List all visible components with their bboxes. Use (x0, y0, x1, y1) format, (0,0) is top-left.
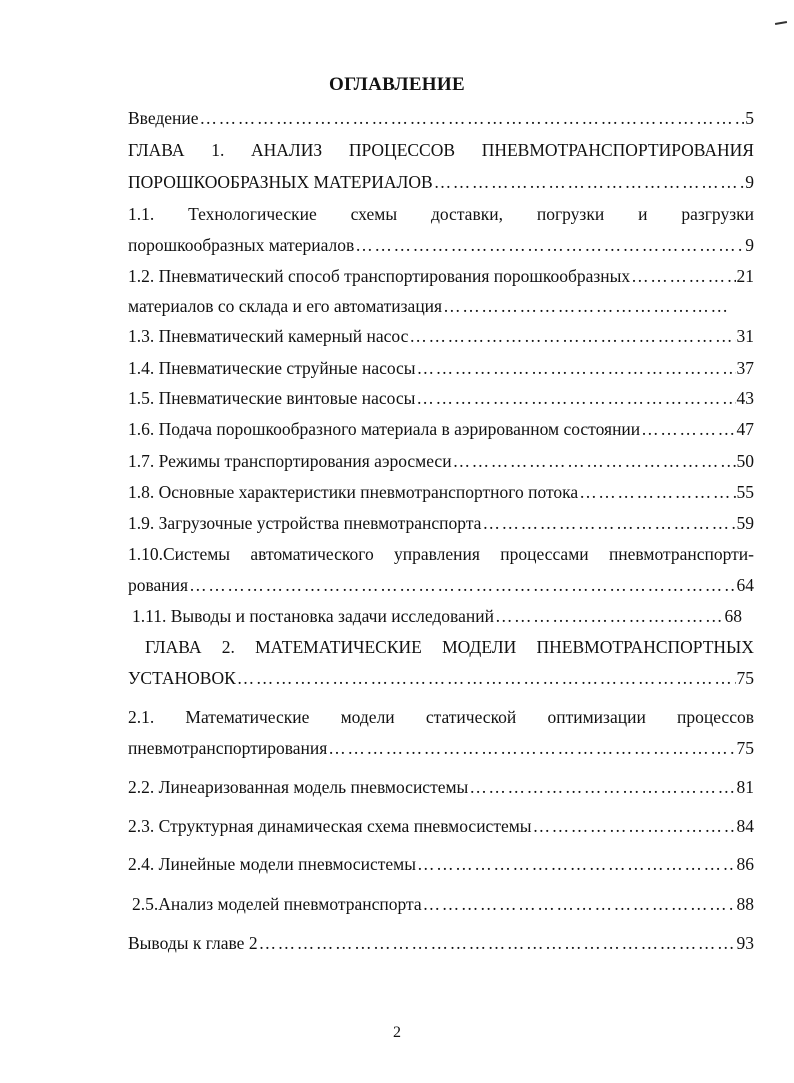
leader-dots (355, 234, 744, 256)
toc-entry-2-4[interactable]: 2.4. Линейные модели пневмосистемы …………………………………………………………………………………………………………………………………………………………………………………………………………………………… 86 (128, 853, 754, 875)
leader-dots (423, 893, 736, 915)
toc-chapter-1-entry[interactable]: ПОРОШКООБРАЗНЫХ МАТЕРИАЛОВ …………………………………………………………………………………………………………………………………………………………………………………………………………………………… 9 (128, 171, 754, 193)
leader-dots (641, 418, 735, 440)
toc-entry-2-3[interactable]: 2.3. Структурная динамическая схема пневмосистемы …………………………………………………………………………………………………………………………………………………………………………………………………………………………… 84 (128, 815, 754, 837)
toc-entry-2-1[interactable]: пневмотранспортирования …………………………………………………………………………………………………………………………………………………………………………………………………………………………… 75 (128, 737, 754, 759)
leader-dots (579, 481, 735, 503)
leader-dots (443, 295, 727, 317)
toc-entry-conclusions-ch2[interactable]: Выводы к главе 2 …………………………………………………………………………………………………………………………………………………………………………………………………………………………… 93 (128, 932, 754, 954)
toc-chapter-1-heading[interactable]: ГЛАВА 1. АНАЛИЗ ПРОЦЕССОВ ПНЕВМОТРАНСПОРТИРОВАНИЯ (128, 140, 754, 160)
leader-dots (417, 853, 736, 875)
leader-dots (416, 387, 735, 409)
leader-dots (328, 737, 735, 759)
leader-dots (482, 512, 735, 534)
toc-entry-1-6[interactable]: 1.6. Подача порошкообразного материала в аэрированном состоянии …………………………………………………………………………………………………………………………………………………………………………………………………………………………… 47 (128, 418, 754, 440)
scan-artifact-mark (775, 21, 787, 25)
toc-entry-1-11[interactable]: 1.11. Выводы и постановка задачи исследований …………………………………………………………………………………………………………………………………………………………………………………………………………………………… 68 (132, 605, 742, 627)
toc-entry-1-4[interactable]: 1.4. Пневматические струйные насосы …………………………………………………………………………………………………………………………………………………………………………………………………………………………… 37 (128, 357, 754, 379)
leader-dots (453, 450, 736, 472)
toc-title: ОГЛАВЛЕНИЕ (329, 74, 465, 95)
toc-entry-2-2[interactable]: 2.2. Линеаризованная модель пневмосистемы …………………………………………………………………………………………………………………………………………………………………………………………………………………………… 81 (128, 776, 754, 798)
toc-entry-introduction[interactable]: Введение …………………………………………………………………………………………………………………………………………………………………………………………………………………………… 5 (128, 107, 754, 129)
toc-entry-1-2-continuation[interactable]: материалов со склада и его автоматизация …………………………………………………………………………………………………………………………………………………………………………………………………………………………… (128, 295, 728, 317)
toc-entry-1-3[interactable]: 1.3. Пневматический камерный насос …………………………………………………………………………………………………………………………………………………………………………………………………………………………… 31 (128, 325, 754, 347)
toc-chapter-2-entry[interactable]: УСТАНОВОК …………………………………………………………………………………………………………………………………………………………………………………………………………………………… 75 (128, 667, 754, 689)
page-number: 2 (393, 1024, 401, 1041)
leader-dots (409, 325, 735, 347)
toc-entry-1-7[interactable]: 1.7. Режимы транспортирования аэросмеси …………………………………………………………………………………………………………………………………………………………………………………………………………………………… 50 (128, 450, 754, 472)
leader-dots (434, 171, 745, 193)
leader-dots (189, 574, 735, 596)
toc-entry-2-5[interactable]: 2.5.Анализ моделей пневмотранспорта …………………………………………………………………………………………………………………………………………………………………………………………………………………………… 88 (132, 893, 754, 915)
leader-dots (495, 605, 724, 627)
toc-entry-1-10-line1[interactable]: 1.10.Системы автоматического управления процессами пневмотранспорти- (128, 544, 754, 564)
toc-chapter-2-heading[interactable]: ГЛАВА 2. МАТЕМАТИЧЕСКИЕ МОДЕЛИ ПНЕВМОТРАНСПОРТНЫХ (145, 637, 754, 657)
leader-dots (200, 107, 745, 129)
leader-dots (631, 265, 735, 287)
toc-entry-1-8[interactable]: 1.8. Основные характеристики пневмотранспортного потока …………………………………………………………………………………………………………………………………………………………………………………………………………………………… 55 (128, 481, 754, 503)
toc-entry-1-9[interactable]: 1.9. Загрузочные устройства пневмотранспорта …………………………………………………………………………………………………………………………………………………………………………………………………………………………… 59 (128, 512, 754, 534)
toc-entry-1-10[interactable]: рования …………………………………………………………………………………………………………………………………………………………………………………………………………………………… 64 (128, 574, 754, 596)
toc-entry-1-5[interactable]: 1.5. Пневматические винтовые насосы …………………………………………………………………………………………………………………………………………………………………………………………………………………………… 43 (128, 387, 754, 409)
leader-dots (469, 776, 735, 798)
leader-dots (237, 667, 736, 689)
toc-entry-1-1[interactable]: порошкообразных материалов …………………………………………………………………………………………………………………………………………………………………………………………………………………………… 9 (128, 234, 754, 256)
leader-dots (533, 815, 736, 837)
toc-entry-1-2[interactable]: 1.2. Пневматический способ транспортирования порошкообразных …………………………………………………………………………………………………………………………………………………………………………………………………………………………… 21 (128, 265, 754, 287)
toc-entry-1-1-line1[interactable]: 1.1. Технологические схемы доставки, погрузки и разгрузки (128, 204, 754, 224)
leader-dots (417, 357, 736, 379)
leader-dots (259, 932, 736, 954)
toc-entry-2-1-line1[interactable]: 2.1. Математические модели статической оптимизации процессов (128, 707, 754, 727)
